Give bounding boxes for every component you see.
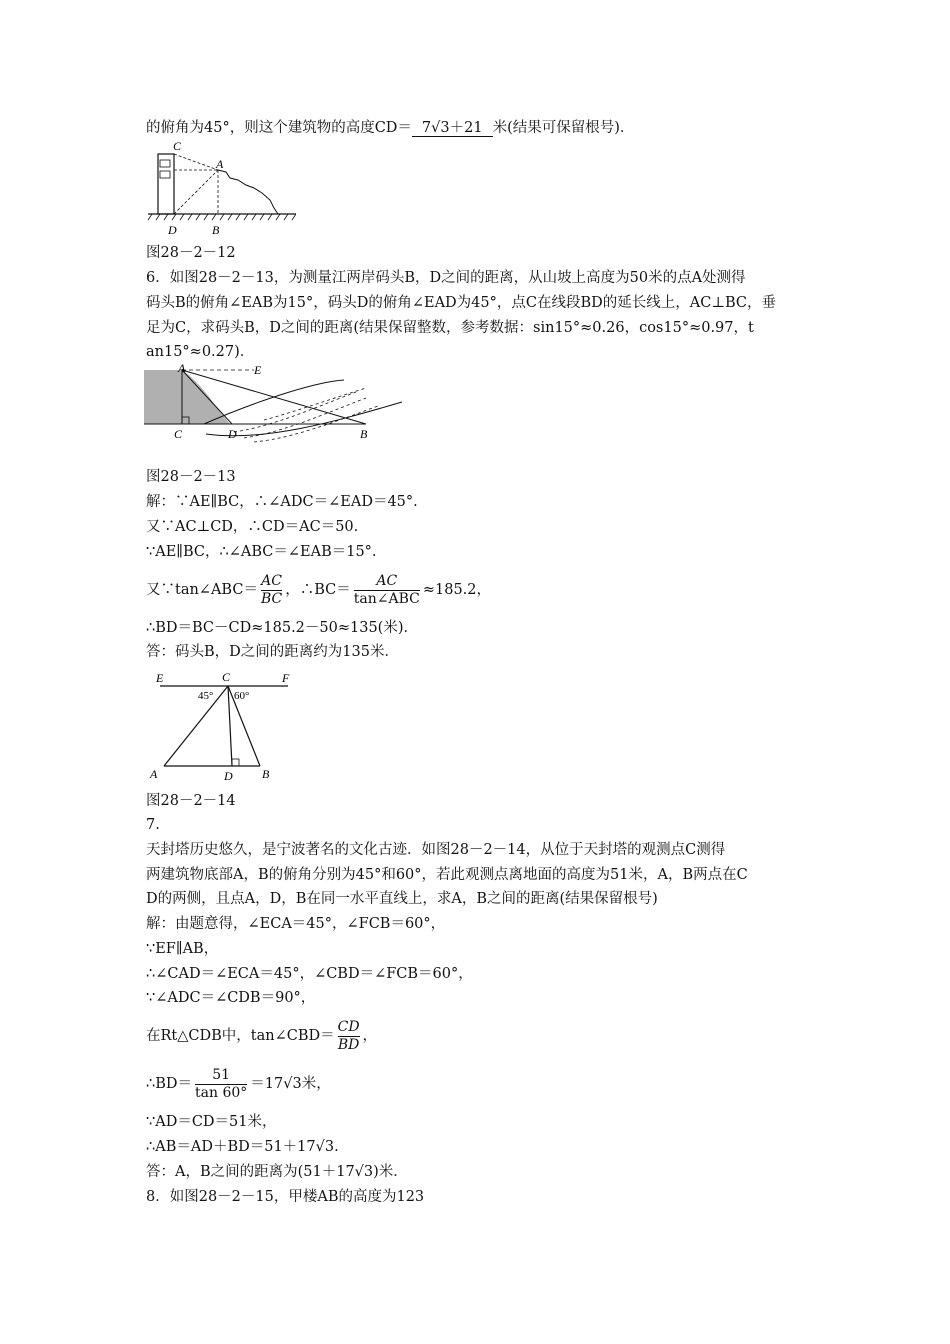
q6-answer: 答：码头B，D之间的距离约为135米．	[146, 644, 399, 660]
river-wave-1	[234, 392, 356, 432]
q7-solution-4: ∵∠ADC＝∠CDB＝90°，	[146, 990, 316, 1006]
label-d: D	[228, 427, 237, 441]
q7-ab-line: ∴AB＝AD＋BD＝51＋17√3.	[146, 1139, 339, 1155]
frac-num: AC	[261, 572, 282, 589]
frac-num: 51	[212, 1066, 231, 1083]
frac-den: BD	[337, 1036, 360, 1053]
q7-solution-3: ∴∠CAD＝∠ECA＝45°，∠CBD＝∠FCB＝60°，	[146, 966, 473, 982]
line-ca	[164, 686, 228, 766]
label-d: D	[168, 223, 177, 237]
q6-tan-suffix: ≈185.2，	[422, 582, 492, 598]
frac-num: CD	[337, 1018, 360, 1035]
q6-solution-2: 又∵AC⊥CD，∴CD＝AC＝50.	[146, 519, 359, 535]
label-d: D	[224, 769, 233, 783]
figure-28-2-14	[146, 668, 306, 786]
fig-28-2-12-caption: 图28－2－12	[146, 245, 236, 261]
label-a: A	[150, 767, 158, 781]
q7-rt-line	[146, 1016, 377, 1056]
line-ca	[174, 154, 218, 170]
figure-28-2-12	[146, 138, 296, 238]
q6-line-1: 6．如图28－2－13，为测量江两岸码头B，D之间的距离，从山坡上高度为50米的点A处测得	[146, 270, 746, 286]
label-e: E	[254, 363, 262, 377]
q7-bd-prefix: ∴BD＝	[146, 1076, 193, 1092]
q7-line-1: 天封塔历史悠久，是宁波著名的文化古迹．如图28－2－14，从位于天封塔的观测点C测得	[146, 842, 726, 858]
frac-num: AC	[376, 572, 398, 589]
frac-den: tan∠ABC	[353, 590, 420, 607]
q5-question-text: 的俯角为45°，则这个建筑物的高度CD＝	[146, 120, 412, 136]
label-b: B	[360, 427, 368, 441]
frac-den: tan 60°	[195, 1084, 248, 1101]
label-c: C	[222, 670, 231, 684]
line-da	[174, 170, 218, 214]
q5-question-line	[146, 118, 634, 138]
q7-solution-2: ∵EF∥AB，	[146, 941, 219, 957]
label-c: C	[174, 427, 183, 441]
line-cd	[228, 686, 232, 766]
q5-question-tail: 米(结果可保留根号)．	[492, 120, 635, 136]
figure-28-2-13	[144, 362, 406, 462]
q6-solution-3: ∵AE∥BC，∴∠ABC＝∠EAB＝15°.	[146, 544, 377, 560]
q7-bd-suffix: ＝17√3米，	[250, 1076, 331, 1092]
q6-frac-ac-bc	[261, 573, 282, 608]
q6-bd-line: ∴BD＝BC－CD≈185.2－50≈135(米)．	[146, 620, 418, 636]
q7-line-2: 两建筑物底部A，B的俯角分别为45°和60°，若此观测点离地面的高度为51米，A，B两点在C	[146, 867, 748, 883]
q7-frac-51-tan60	[195, 1067, 247, 1102]
q6-tan-line	[146, 570, 491, 610]
q6-line-2: 码头B的俯角∠EAB为15°，码头D的俯角∠EAD为45°，点C在线段BD的延长线上，AC⊥BC，垂	[146, 295, 776, 311]
q7-frac-cd-bd	[338, 1019, 360, 1054]
q7-bd-line	[146, 1064, 331, 1104]
label-a: A	[178, 362, 186, 375]
q6-line-4: an15°≈0.27)．	[146, 344, 255, 360]
q8-line-1: 8．如图28－2－15，甲楼AB的高度为123	[146, 1189, 425, 1205]
q7-rt-prefix: 在Rt△CDB中，tan∠CBD＝	[146, 1028, 335, 1044]
fig-28-2-13-caption: 图28－2－13	[146, 469, 236, 485]
q6-tan-prefix: 又∵tan∠ABC＝	[146, 582, 258, 598]
right-angle-mark	[232, 759, 239, 766]
q7-answer: 答：A，B之间的距离为(51＋17√3)米．	[146, 1164, 408, 1180]
q6-frac-ac-tan	[354, 573, 420, 608]
label-b: B	[262, 767, 270, 781]
ground-hatch	[148, 214, 296, 220]
label-b: B	[212, 223, 220, 237]
hillside	[144, 370, 230, 424]
label-a: A	[216, 157, 224, 171]
fig-28-2-14-caption: 图28－2－14	[146, 793, 236, 809]
frac-den: BC	[260, 590, 283, 607]
angle-60: 60°	[234, 690, 250, 702]
window-2	[160, 171, 170, 178]
label-f: F	[282, 671, 290, 685]
river-wave-2	[244, 398, 366, 438]
angle-45: 45°	[198, 690, 214, 702]
q6-solution-1: 解：∵AE∥BC，∴∠ADC＝∠EAD＝45°.	[146, 494, 418, 510]
q7-rt-suffix: ，	[362, 1028, 378, 1044]
label-c: C	[173, 139, 182, 153]
q7-solution-1: 解：由题意得，∠ECA＝45°，∠FCB＝60°，	[146, 916, 446, 932]
hill	[218, 170, 278, 214]
q7-line-3: D的两侧，且点A，D，B在同一水平直线上，求A，B之间的距离(结果保留根号)	[146, 891, 658, 907]
river-wave-4	[264, 388, 366, 420]
q6-line-3: 足为C，求码头B，D之间的距离(结果保留整数，参考数据：sin15°≈0.26，cos15°≈0.97，t	[146, 320, 754, 336]
q5-answer: 7√3＋21	[412, 120, 493, 137]
window-1	[160, 160, 170, 167]
label-e: E	[156, 671, 164, 685]
q7-number: 7.	[146, 817, 160, 833]
q6-tan-mid: ，∴BC＝	[285, 582, 351, 598]
q7-ad-line: ∵AD＝CD＝51米，	[146, 1114, 277, 1130]
